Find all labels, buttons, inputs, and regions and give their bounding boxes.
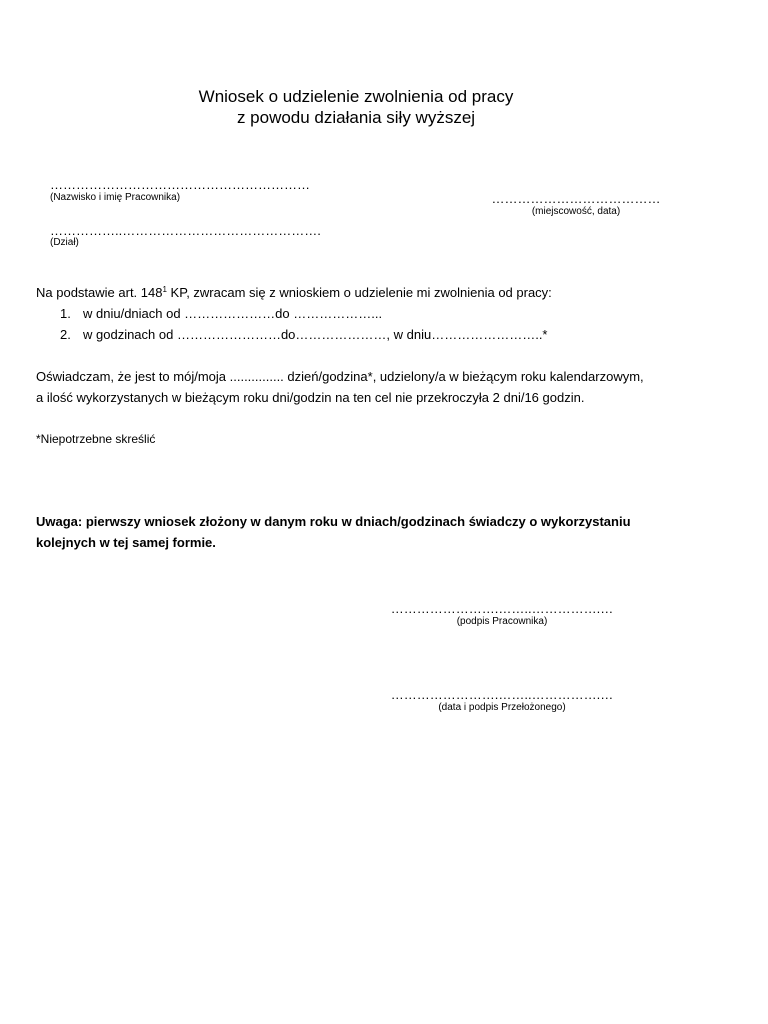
list-item-text[interactable]: w dniu/dniach od …………………do ………………... bbox=[83, 306, 383, 321]
department-caption: (Dział) bbox=[50, 237, 79, 248]
employee-signature-caption: (podpis Pracownika) bbox=[456, 616, 548, 627]
place-date-block bbox=[476, 191, 676, 217]
intro-paragraph bbox=[36, 285, 552, 300]
note-line1: Uwaga: pierwszy wniosek złożony w danym roku w dniach/godzinach świadczy o wykorzystaniu bbox=[36, 514, 631, 529]
intro-text-post: KP, zwracam się z wnioskiem o udzielenie mi zwolnienia od pracy: bbox=[166, 285, 552, 300]
note-line2: kolejnych w tej samej formie. bbox=[36, 535, 216, 550]
supervisor-signature-caption: (data i podpis Przełożonego) bbox=[438, 702, 566, 713]
place-date-field[interactable]: ………………………………… bbox=[491, 191, 661, 206]
supervisor-signature-block bbox=[372, 687, 632, 713]
list-item-number: 1. bbox=[60, 306, 71, 321]
department-field[interactable]: ……………..………………………………………. bbox=[50, 223, 321, 238]
document-title-line1: Wniosek o udzielenie zwolnienia od pracy bbox=[198, 87, 514, 106]
footnote: *Niepotrzebne skreślić bbox=[36, 432, 156, 446]
list-item bbox=[60, 306, 382, 321]
employee-signature-block bbox=[372, 601, 632, 627]
list-item-number: 2. bbox=[60, 327, 71, 342]
employee-name-field[interactable]: …………………………………………………… bbox=[50, 177, 310, 192]
intro-superscript: 1 bbox=[162, 285, 167, 294]
supervisor-signature-field[interactable]: …………………….……..…………….… bbox=[390, 687, 614, 702]
employee-name-caption: (Nazwisko i imię Pracownika) bbox=[50, 192, 181, 203]
employee-signature-field[interactable]: …………………….……..…………….… bbox=[390, 601, 614, 616]
statement-line2: a ilość wykorzystanych w bieżącym roku dni/godzin na ten cel nie przekroczyła 2 dni/16 godzin. bbox=[36, 390, 585, 405]
document-title-line2: z powodu działania siły wyższej bbox=[236, 108, 476, 127]
place-date-caption: (miejscowość, data) bbox=[531, 206, 621, 217]
statement-line1: Oświadczam, że jest to mój/moja ............... dzień/godzina*, udzielony/a w bieżącym roku kalendarzowym, bbox=[36, 369, 644, 384]
intro-text-pre: Na podstawie art. 148 bbox=[36, 285, 163, 300]
list-item bbox=[60, 327, 548, 342]
list-item-text[interactable]: w godzinach od ……………………do…………………, w dniu……………………..* bbox=[83, 327, 548, 342]
